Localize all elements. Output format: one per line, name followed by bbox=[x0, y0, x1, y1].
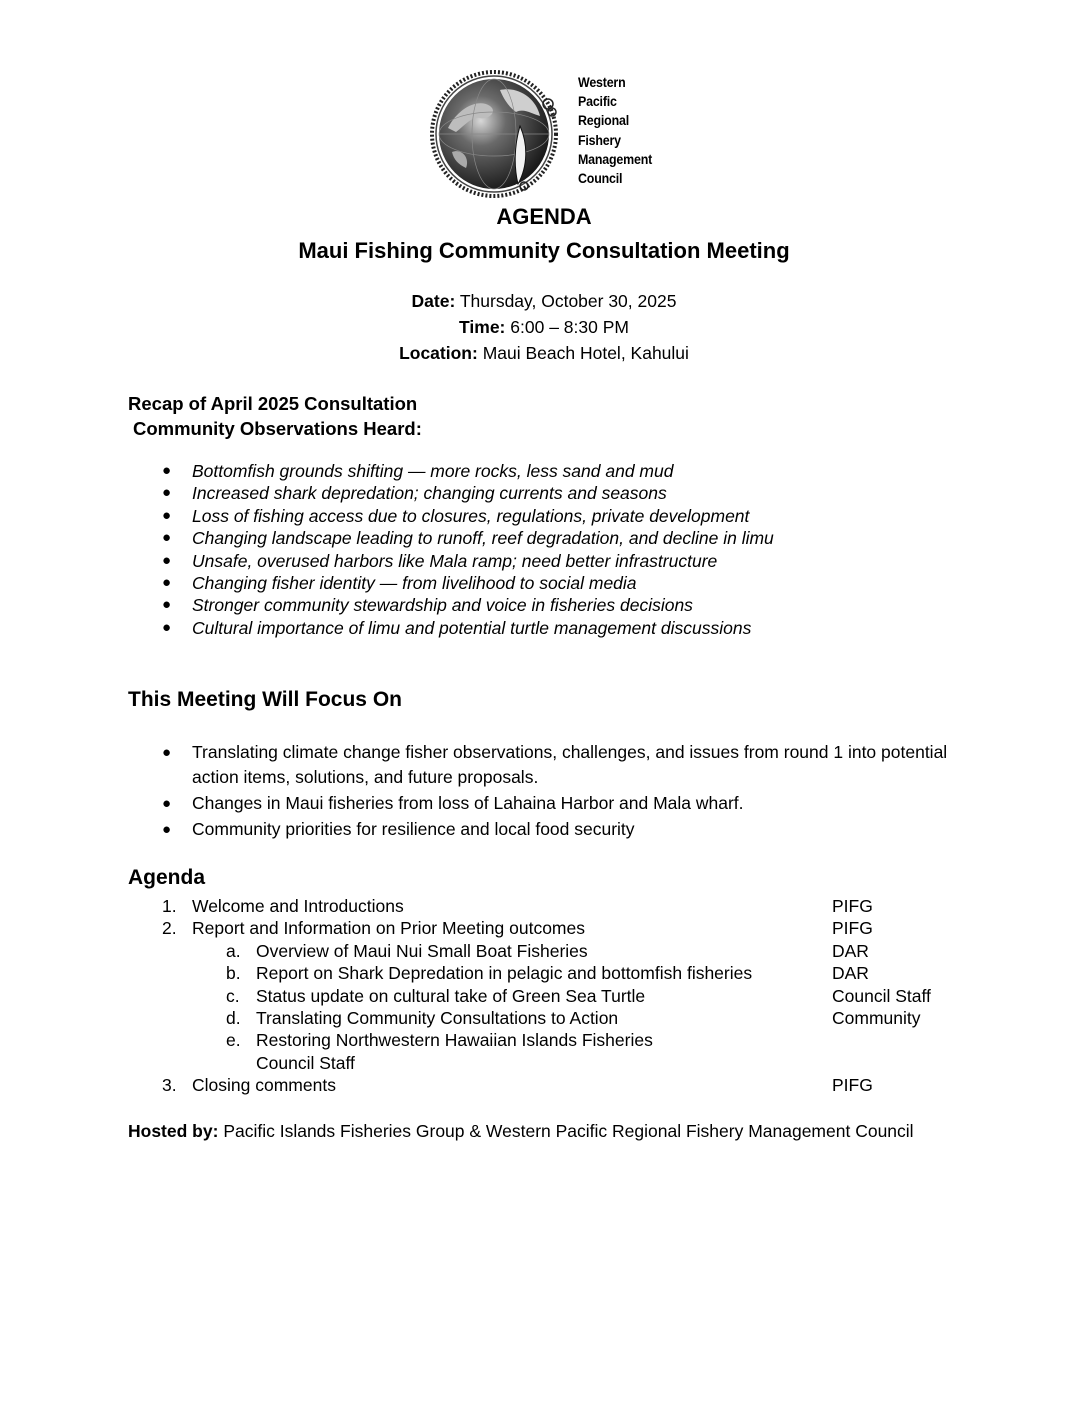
presenter: PIFG bbox=[832, 918, 873, 939]
meeting-time bbox=[0, 317, 1088, 338]
presenter: Council Staff bbox=[832, 985, 931, 1006]
location-label: Location: bbox=[399, 343, 478, 363]
bullet-icon: ● bbox=[162, 551, 172, 569]
hosted-by bbox=[128, 1119, 968, 1144]
presenter: PIFG bbox=[832, 1075, 873, 1096]
page-title: AGENDA bbox=[496, 204, 592, 229]
agenda-subitem: a. Overview of Maui Nui Small Boat Fisheries DAR bbox=[226, 940, 869, 961]
bullet-icon: ● bbox=[162, 506, 172, 524]
recap-heading bbox=[128, 391, 422, 441]
bullet-icon: ● bbox=[162, 462, 172, 479]
presenter: DAR bbox=[832, 940, 869, 961]
meeting-title: Maui Fishing Community Consultation Meeting bbox=[298, 238, 790, 263]
bullet-icon: ● bbox=[162, 484, 172, 502]
presenter: Community bbox=[832, 1007, 921, 1028]
list-item: ● Unsafe, overused harbors like Mala ramp; need better infrastructure bbox=[162, 550, 718, 571]
list-item: ● Translating climate change fisher observations, challenges, and issues from round 1 into potential action items, solutions, and future proposals. bbox=[162, 742, 948, 787]
list-item: ● Community priorities for resilience and local food security bbox=[128, 817, 988, 842]
list-item: ● Cultural importance of limu and potential turtle management discussions bbox=[162, 617, 752, 638]
hosted-value: Pacific Islands Fisheries Group & Western Pacific Regional Fishery Management Council bbox=[223, 1121, 914, 1141]
bullet-icon: ● bbox=[162, 618, 172, 636]
presenter: DAR bbox=[832, 963, 869, 984]
bullet-icon: ● bbox=[162, 821, 172, 838]
hosted-label: Hosted by: bbox=[128, 1121, 219, 1141]
list-item: ● Changing fisher identity — from livelihood to social media bbox=[162, 573, 637, 594]
agenda-subitem-continuation: Council Staff bbox=[256, 1052, 355, 1073]
agenda-list bbox=[128, 895, 988, 1097]
location-value: Maui Beach Hotel, Kahului bbox=[482, 343, 689, 363]
focus-heading: This Meeting Will Focus On bbox=[128, 688, 402, 711]
agenda-item: 3. Closing comments PIFG bbox=[162, 1075, 873, 1096]
recap-subtitle: Community Observations Heard: bbox=[133, 418, 422, 439]
observations-list bbox=[128, 460, 774, 639]
date-value: Thursday, October 30, 2025 bbox=[459, 291, 677, 311]
council-name-wordmark: Western Pacific Regional Fishery Management Council bbox=[578, 75, 653, 187]
meeting-date bbox=[0, 291, 1088, 312]
time-label: Time: bbox=[459, 317, 506, 337]
agenda-subitem: c. Status update on cultural take of Green Sea Turtle Council Staff bbox=[226, 985, 931, 1006]
bullet-icon: ● bbox=[162, 529, 172, 547]
agenda-heading: Agenda bbox=[128, 866, 206, 889]
bullet-icon: ● bbox=[162, 744, 172, 761]
agenda-item: 2. Report and Information on Prior Meeting outcomes PIFG bbox=[162, 918, 873, 939]
bullet-icon: ● bbox=[162, 596, 172, 614]
recap-title: Recap of April 2025 Consultation bbox=[128, 393, 418, 414]
list-item: ● Loss of fishing access due to closures, regulations, private development bbox=[162, 505, 750, 526]
globe-emblem-icon bbox=[428, 68, 568, 200]
agenda-subitem: e. Restoring Northwestern Hawaiian Islands Fisheries bbox=[226, 1030, 653, 1051]
bullet-icon: ● bbox=[162, 574, 172, 592]
list-item: ● Increased shark depredation; changing currents and seasons bbox=[162, 483, 667, 504]
time-value: 6:00 – 8:30 PM bbox=[510, 317, 629, 337]
bullet-icon: ● bbox=[162, 795, 172, 812]
list-item: ● Changes in Maui fisheries from loss of Lahaina Harbor and Mala wharf. bbox=[128, 791, 988, 816]
date-label: Date: bbox=[411, 291, 456, 311]
list-item: ● Changing landscape leading to runoff, reef degradation, and decline in limu bbox=[162, 528, 774, 549]
agenda-subitem: d. Translating Community Consultations to Action Community bbox=[226, 1007, 921, 1028]
meeting-location bbox=[0, 343, 1088, 364]
presenter: PIFG bbox=[832, 896, 873, 916]
list-item: ● Bottomfish grounds shifting — more rocks, less sand and mud bbox=[162, 461, 674, 481]
agenda-item: 1. Welcome and Introductions PIFG bbox=[162, 896, 873, 916]
list-item: ● Stronger community stewardship and voice in fisheries decisions bbox=[162, 595, 693, 616]
agenda-subitem: b. Report on Shark Depredation in pelagic and bottomfish fisheries DAR bbox=[226, 963, 869, 984]
focus-list bbox=[128, 740, 988, 843]
council-logo bbox=[428, 68, 668, 200]
